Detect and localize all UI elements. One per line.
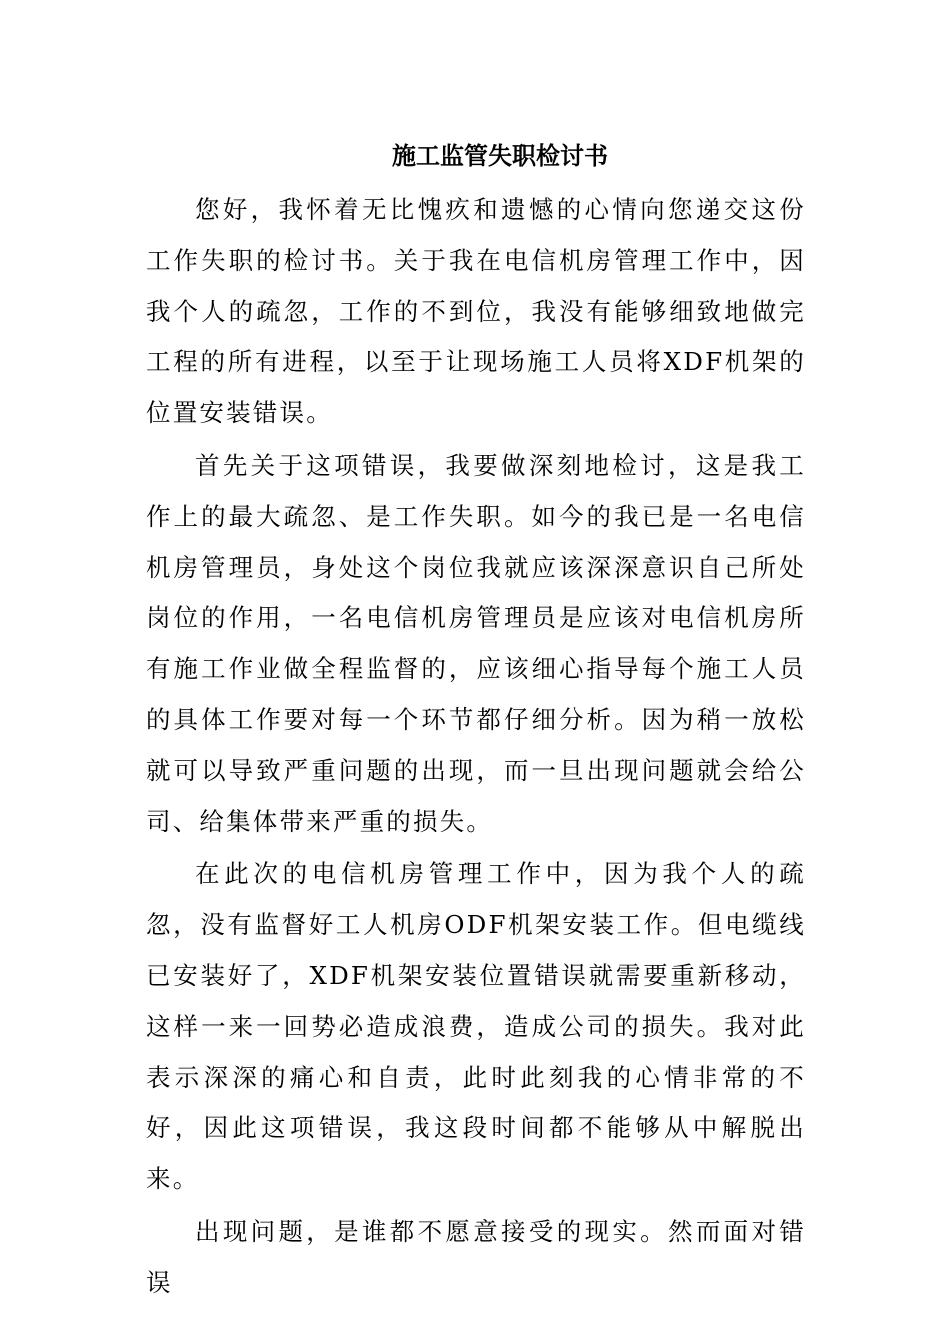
document-title: 施工监管失职检讨书 xyxy=(392,141,608,170)
paragraph-3: 在此次的电信机房管理工作中，因为我个人的疏忽，没有监督好工人机房ODF机架安装工作。但电缆线已安装好了，XDF机架安装位置错误就需要重新移动，这样一来一回势必造成浪费，造成公司的损失。我对此表示深深的痛心和自责，此时此刻我的心情非常的不好，因此这项错误，我这段时间都不能够从中解脱出来。 xyxy=(146,859,806,1194)
paragraph-1: 您好，我怀着无比愧疚和遗憾的心情向您递交这份工作失职的检讨书。关于我在电信机房管理工作中，因我个人的疏忽，工作的不到位，我没有能够细致地做完工程的所有进程，以至于让现场施工人员将XDF机架的位置安装错误。 xyxy=(146,195,806,428)
paragraph-4: 出现问题，是谁都不愿意接受的现实。然而面对错误 xyxy=(146,1216,806,1297)
document-body xyxy=(146,185,806,1311)
paragraph-2: 首先关于这项错误，我要做深刻地检讨，这是我工作上的最大疏忽、是工作失职。如今的我已是一名电信机房管理员，身处这个岗位我就应该深深意识自己所处岗位的作用，一名电信机房管理员是应该对电信机房所有施工作业做全程监督的，应该细心指导每个施工人员的具体工作要对每一个环节都仔细分析。因为稍一放松就可以导致严重问题的出现，而一旦出现问题就会给公司、给集体带来严重的损失。 xyxy=(146,450,806,836)
